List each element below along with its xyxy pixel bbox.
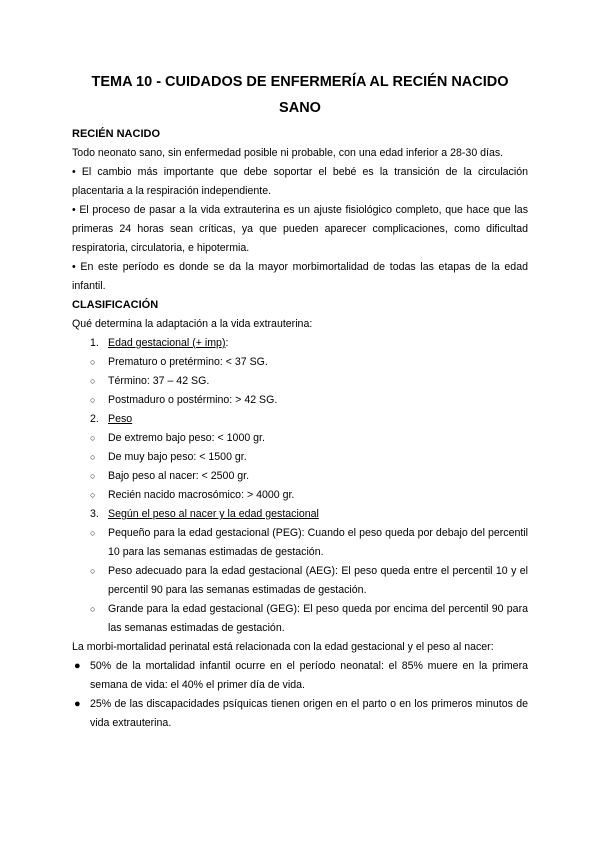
section-clasificacion [72,296,528,638]
list-number: 3. [90,508,99,520]
bullet-item-text: 25% de las discapacidades psíquicas tienen origen en el parto o en los primeros minutos de vida extrauterina. [90,698,528,729]
circle-bullet-icon: ○ [90,452,96,462]
circle-bullet-icon: ○ [90,471,96,481]
numbered-item-label: Edad gestacional (+ imp) [108,337,226,349]
circle-bullet-icon: ○ [90,395,96,405]
sub-item-text: Postmaduro o postérmino: > 42 SG. [108,394,278,406]
sub-list-item [72,353,528,372]
sub-item-text: Grande para la edad gestacional (GEG): El peso queda por encima del percentil 90 para las semanas estimadas de gestación. [108,603,528,634]
bullet-list-item [72,695,528,733]
sub-list-item [72,429,528,448]
filled-bullet-icon: ● [74,698,81,710]
sub-list-item [72,372,528,391]
circle-bullet-icon: ○ [90,357,96,367]
sub-item-text: Peso adecuado para la edad gestacional (AEG): El peso queda entre el percentil 10 y el percentil 90 para las semanas estimadas de gestación. [108,565,528,596]
paragraph: Todo neonato sano, sin enfermedad posible ni probable, con una edad inferior a 28-30 días. [72,147,504,159]
sub-item-text: Término: 37 – 42 SG. [108,375,210,387]
sub-list-item [72,562,528,600]
sub-list-container [72,353,528,410]
sub-list-item [72,600,528,638]
section-heading-recien-nacido: RECIÉN NACIDO [72,128,161,140]
circle-bullet-icon: ○ [90,528,96,538]
paragraph: • El proceso de pasar a la vida extrauterina es un ajuste fisiológico completo, que hace que las primeras 24 horas sean críticas, ya que pueden aparecer complicaciones, como dificultad respiratoria, circulatoria, e hipotermia. [72,204,528,254]
paragraph: • El cambio más importante que debe soportar el bebé es la transición de la circulación placentaria a la respiración independiente. [72,166,528,197]
section-morbimortalidad [72,638,528,733]
sub-list-item [72,486,528,505]
sub-list-item [72,448,528,467]
section-heading-clasificacion: CLASIFICACIÓN [72,299,159,311]
bullet-list [72,657,528,733]
sub-item-text: Pequeño para la edad gestacional (PEG): Cuando el peso queda por debajo del percentil 10 para las semanas estimadas de gestación. [108,527,528,558]
paragraph: • En este período es donde se da la mayor morbimortalidad de todas las etapas de la edad infantil. [72,261,528,292]
sub-item-text: De muy bajo peso: < 1500 gr. [108,451,247,463]
circle-bullet-icon: ○ [90,433,96,443]
circle-bullet-icon: ○ [90,566,96,576]
numbered-item-edad-gestacional [72,334,528,353]
list-number: 2. [90,413,99,425]
numbered-item-peso-edad [72,505,528,524]
label-suffix: : [225,337,229,349]
clasificacion-intro: Qué determina la adaptación a la vida extrauterina: [72,318,313,330]
numbered-item-label: Peso [108,413,133,425]
sub-list [72,429,528,505]
sub-list-item [72,467,528,486]
bullet-list-item [72,657,528,695]
sub-item-text: De extremo bajo peso: < 1000 gr. [108,432,265,444]
sub-list-container [72,429,528,505]
sub-item-text: Recién nacido macrosómico: > 4000 gr. [108,489,295,501]
circle-bullet-icon: ○ [90,376,96,386]
sub-list-item [72,524,528,562]
numbered-item-label: Según el peso al nacer y la edad gestacional [108,508,319,520]
sub-list [72,353,528,410]
bullet-item-text: 50% de la mortalidad infantil ocurre en el período neonatal: el 85% muere en la primera semana de vida: el 40% el primer día de vida. [90,660,528,691]
filled-bullet-icon: ● [74,660,81,672]
document-title: TEMA 10 - CUIDADOS DE ENFERMERÍA AL RECIÉN NACIDO SANO [91,74,509,116]
numbered-list [72,334,528,638]
numbered-item-peso [72,410,528,429]
sub-list [72,524,528,638]
circle-bullet-icon: ○ [90,604,96,614]
circle-bullet-icon: ○ [90,490,96,500]
list-number: 1. [90,337,99,349]
morbimortalidad-intro: La morbi-mortalidad perinatal está relacionada con la edad gestacional y el peso al nacer: [72,641,494,653]
sub-list-item [72,391,528,410]
sub-item-text: Prematuro o pretérmino: < 37 SG. [108,356,268,368]
sub-item-text: Bajo peso al nacer: < 2500 gr. [108,470,250,482]
section-recien-nacido [72,125,528,296]
sub-list-container [72,524,528,638]
